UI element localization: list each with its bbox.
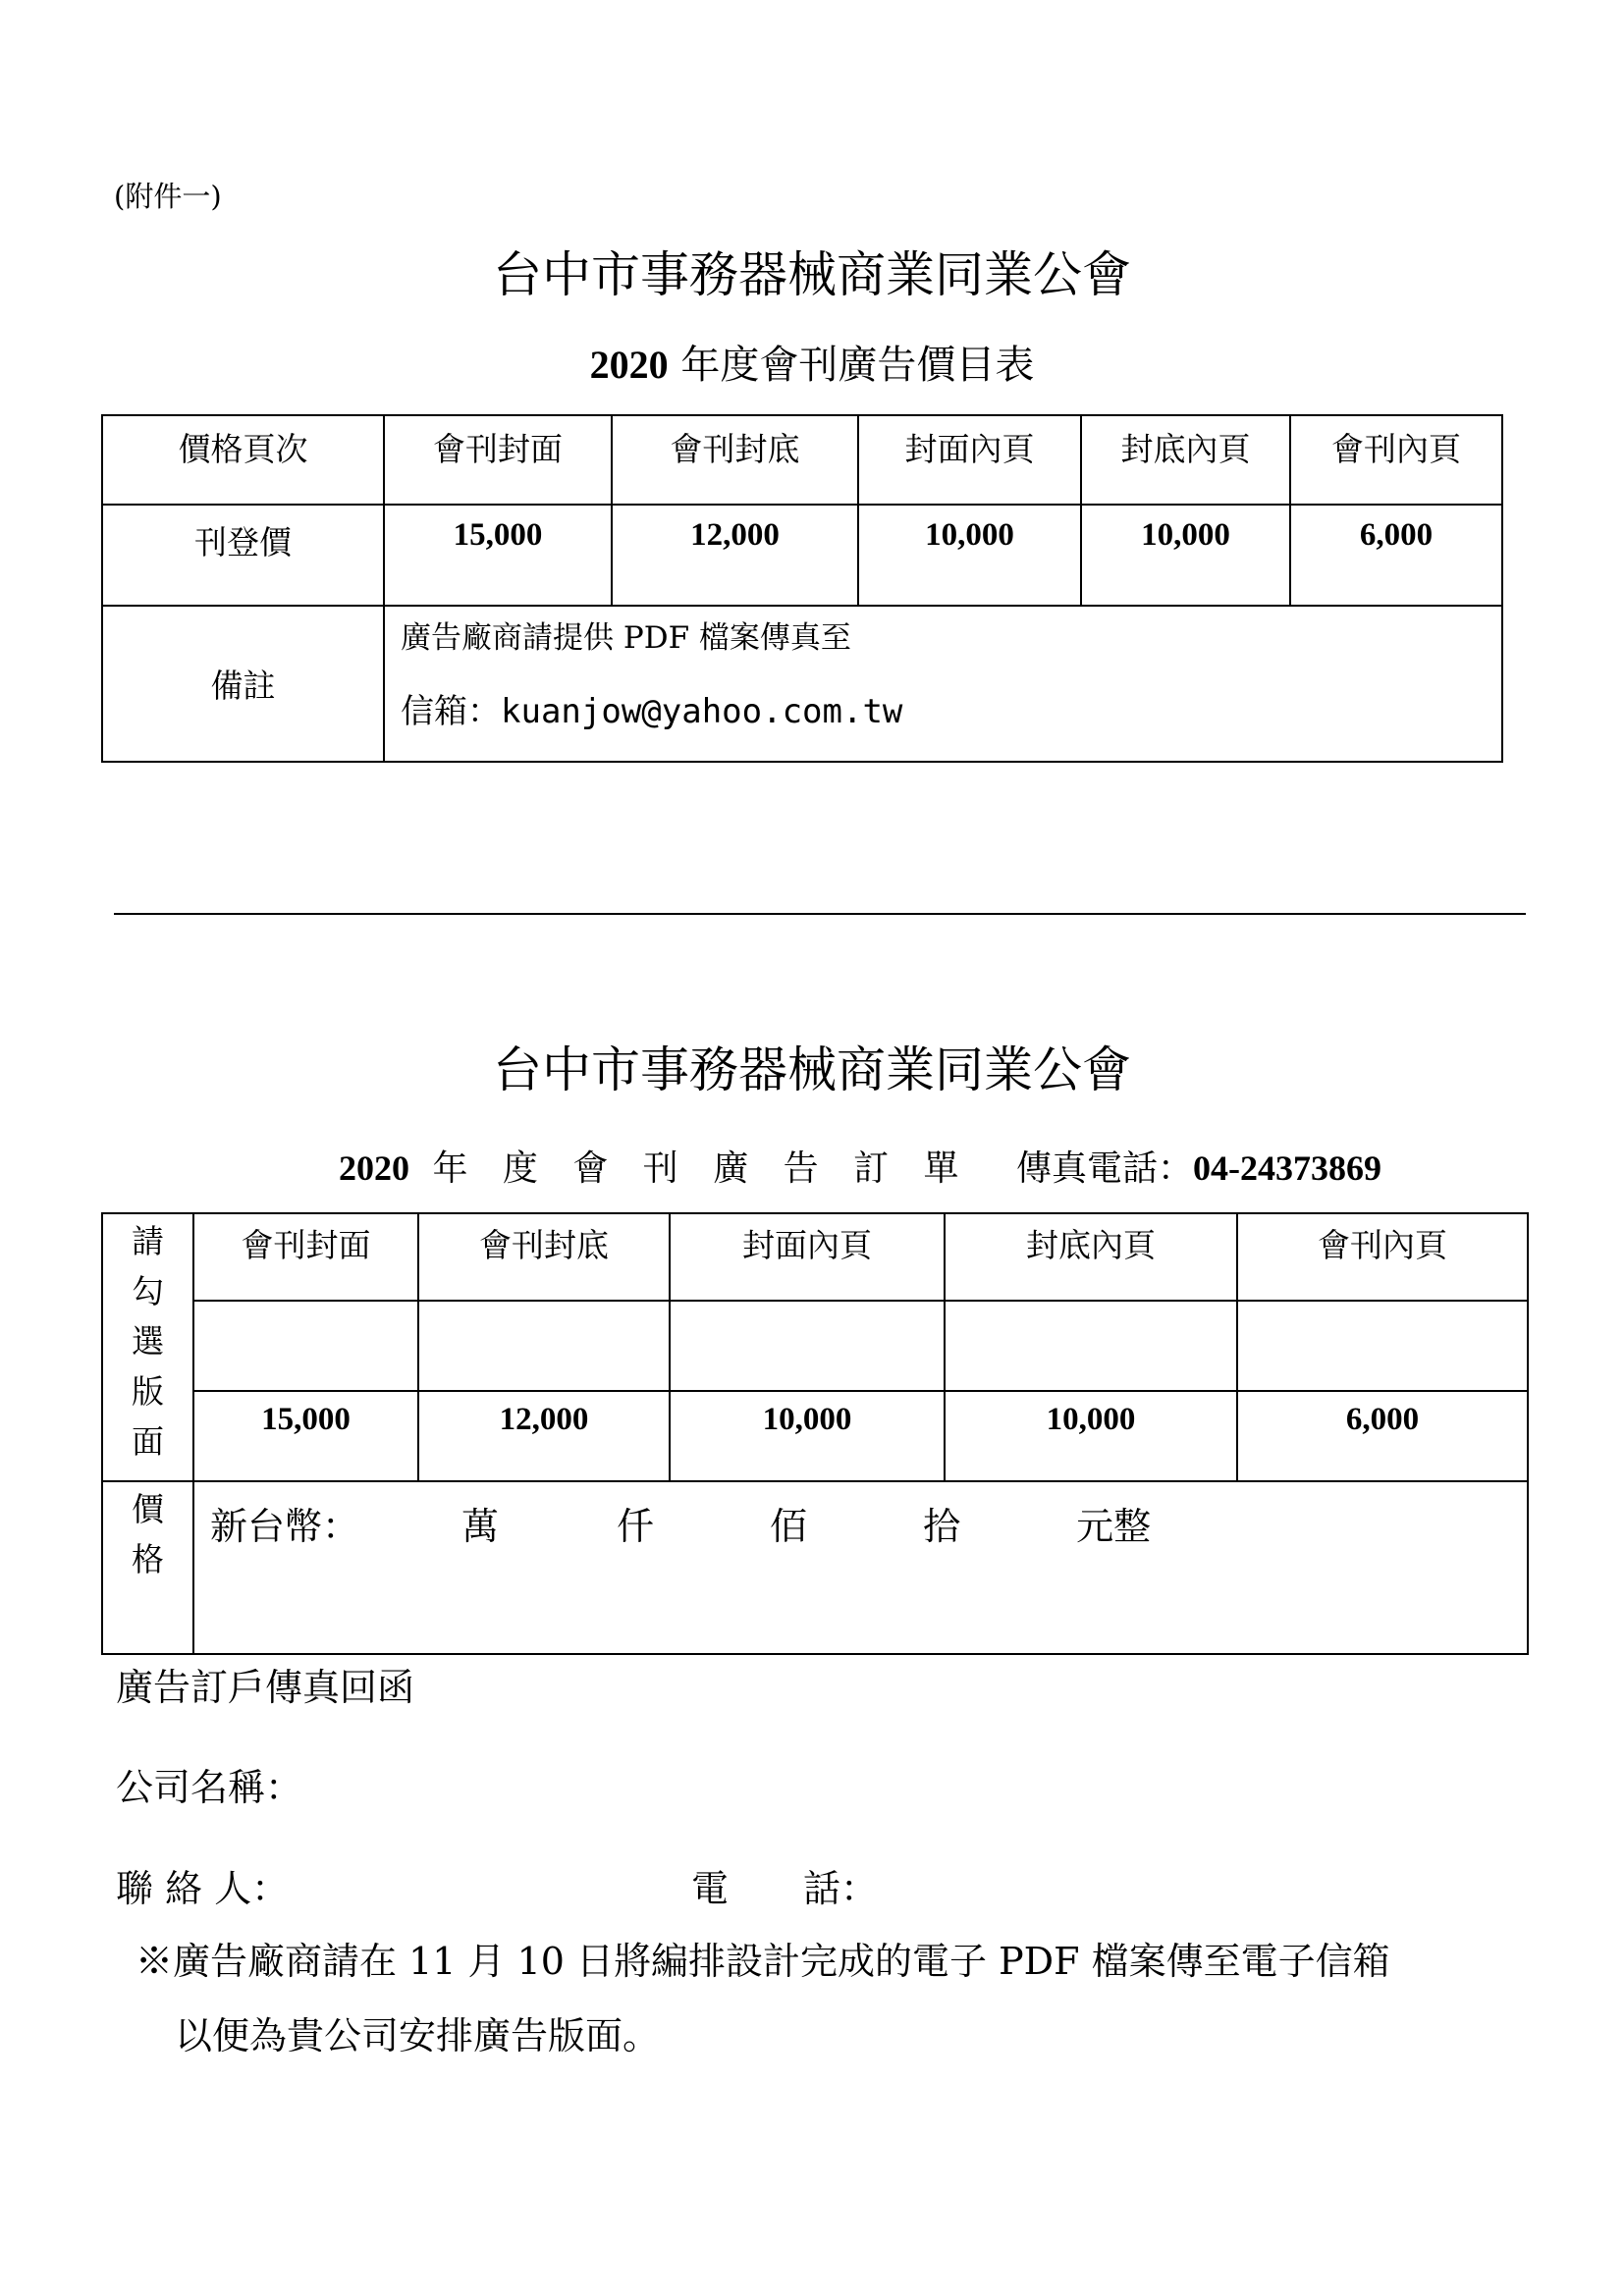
order-price-cell: 10,000 xyxy=(945,1391,1237,1481)
check-cell-back[interactable] xyxy=(418,1301,670,1391)
side-char: 選 xyxy=(132,1322,164,1361)
side-char: 價 xyxy=(132,1490,164,1528)
side-char: 版 xyxy=(132,1372,164,1411)
price-list-header-row xyxy=(102,415,1502,505)
check-cell-inside-back[interactable] xyxy=(945,1301,1237,1391)
check-cell-cover[interactable] xyxy=(193,1301,418,1391)
select-side-label xyxy=(102,1213,193,1481)
side-char: 勾 xyxy=(132,1272,164,1310)
notice-line-2: 以便為貴公司安排廣告版面。 xyxy=(175,2014,661,2057)
side-char: 請 xyxy=(132,1222,164,1260)
note-content-cell xyxy=(384,606,1502,762)
note-line-pdf: 廣告廠商請提供 PDF 檔案傳真至 xyxy=(401,620,851,656)
order-header-cell: 封面內頁 xyxy=(670,1213,945,1301)
notice-line-1: ※廣告廠商請在 11 月 10 日將編排設計完成的電子 PDF 檔案傳至電子信箱 xyxy=(135,1940,1390,1983)
price-cell: 15,000 xyxy=(384,505,612,606)
unit-qian: 仟 xyxy=(617,1505,655,1548)
side-char: 面 xyxy=(132,1422,164,1461)
header-cell: 會刊內頁 xyxy=(1290,415,1502,505)
header-cell: 封面內頁 xyxy=(858,415,1081,505)
header-cell: 會刊封底 xyxy=(612,415,858,505)
order-header-cell: 封底內頁 xyxy=(945,1213,1237,1301)
price-list-subtitle xyxy=(0,334,1624,390)
phone-label: 電 話： xyxy=(691,1867,879,1910)
company-name-label: 公司名稱： xyxy=(116,1766,303,1809)
unit-yuan: 元整 xyxy=(1076,1505,1152,1548)
check-cell-inside-front[interactable] xyxy=(670,1301,945,1391)
price-cell: 6,000 xyxy=(1290,505,1502,606)
price-cell: 12,000 xyxy=(612,505,858,606)
price-list-subtitle-text: 年度會刊廣告價目表 xyxy=(668,343,1035,388)
side-char: 格 xyxy=(132,1540,164,1578)
unit-wan: 萬 xyxy=(461,1505,500,1548)
order-price-cell: 12,000 xyxy=(418,1391,670,1481)
order-price-row xyxy=(102,1391,1528,1481)
order-price-cell: 10,000 xyxy=(670,1391,945,1481)
order-header-cell: 會刊封面 xyxy=(193,1213,418,1301)
price-label-cell: 刊登價 xyxy=(102,505,384,606)
contact-person-label: 聯 絡 人： xyxy=(116,1867,290,1910)
section-divider xyxy=(114,913,1526,915)
fax-number xyxy=(1016,1141,1381,1191)
order-price-cell: 6,000 xyxy=(1237,1391,1528,1481)
header-cell: 封底內頁 xyxy=(1081,415,1290,505)
order-checkbox-row xyxy=(102,1301,1528,1391)
price-list-title: 台中市事務器械商業同業公會 xyxy=(493,246,1131,303)
note-label-cell: 備註 xyxy=(102,606,384,762)
check-cell-inner[interactable] xyxy=(1237,1301,1528,1391)
price-cell: 10,000 xyxy=(858,505,1081,606)
order-form-subtitle-text: 年 度 會 刊 廣 告 訂 單 xyxy=(409,1148,971,1189)
currency-label: 新台幣： xyxy=(210,1505,360,1548)
header-cell: 價格頁次 xyxy=(102,415,384,505)
price-list-table xyxy=(101,414,1503,763)
order-header-cell: 會刊內頁 xyxy=(1237,1213,1528,1301)
attachment-label: (附件一) xyxy=(114,180,222,213)
header-cell: 會刊封面 xyxy=(384,415,612,505)
order-form-year: 2020 xyxy=(339,1148,409,1188)
unit-bai: 佰 xyxy=(770,1505,808,1548)
note-line-email: 信箱：kuanjow@yahoo.com.tw xyxy=(401,692,903,731)
price-cell: 10,000 xyxy=(1081,505,1290,606)
price-list-note-row xyxy=(102,606,1502,762)
order-form-subtitle xyxy=(339,1141,971,1191)
amount-field[interactable] xyxy=(193,1481,1528,1654)
price-list-price-row xyxy=(102,505,1502,606)
price-list-year: 2020 xyxy=(589,343,669,387)
fax-value: 04-24373869 xyxy=(1193,1148,1382,1188)
order-form-title: 台中市事務器械商業同業公會 xyxy=(493,1041,1131,1098)
reply-title: 廣告訂戶傳真回函 xyxy=(116,1666,415,1709)
order-form-table xyxy=(101,1212,1529,1655)
order-header-cell: 會刊封底 xyxy=(418,1213,670,1301)
order-total-row xyxy=(102,1481,1528,1654)
order-price-cell: 15,000 xyxy=(193,1391,418,1481)
unit-shi: 拾 xyxy=(923,1505,961,1548)
order-header-row xyxy=(102,1213,1528,1301)
fax-label: 傳真電話： xyxy=(1016,1148,1194,1189)
price-side-label xyxy=(102,1481,193,1654)
